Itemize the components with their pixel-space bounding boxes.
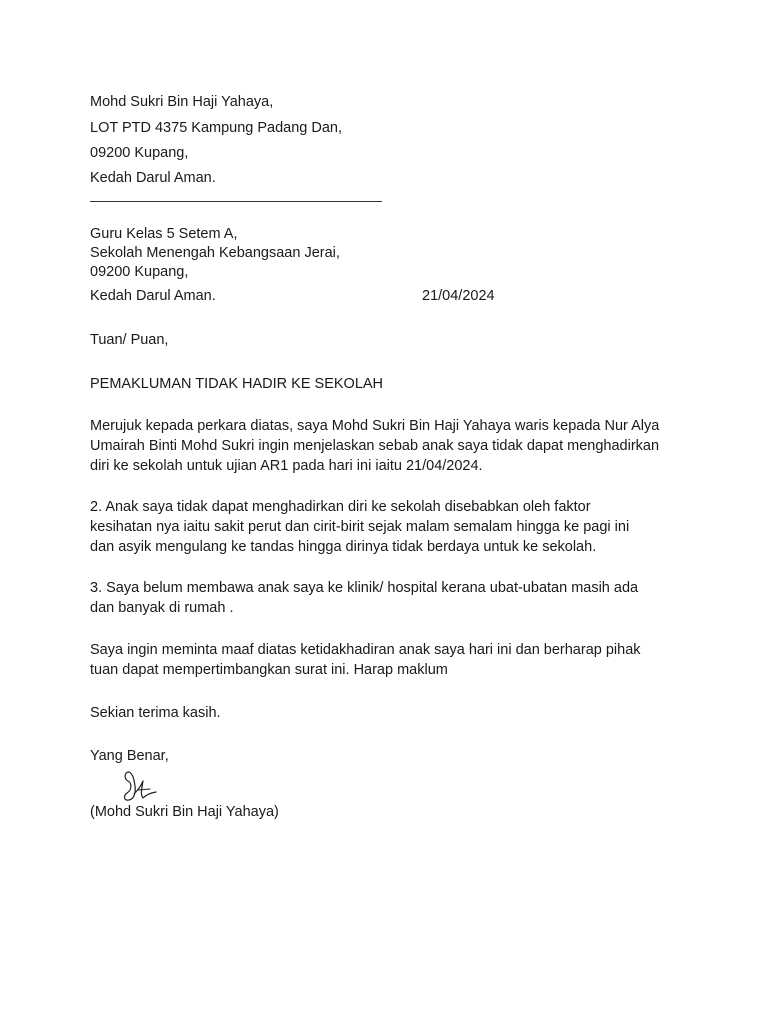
paragraph-line: dan asyik mengulang ke tandas hingga dirinya tidak berdaya untuk ke sekolah. xyxy=(90,539,597,555)
signature-name: (Mohd Sukri Bin Haji Yahaya) xyxy=(90,804,279,820)
sender-divider xyxy=(90,201,382,202)
paragraph-line: Umairah Binti Mohd Sukri ingin menjelaskan sebab anak saya tidak dapat menghadirkan xyxy=(90,438,660,454)
salutation: Tuan/ Puan, xyxy=(90,332,169,348)
body-paragraph-2 xyxy=(90,497,690,557)
body-paragraph-1 xyxy=(90,416,690,476)
recipient-line-2: Sekolah Menengah Kebangsaan Jerai, xyxy=(90,245,340,261)
paragraph-line: kesihatan nya iaitu sakit perut dan cirit-birit sejak malam semalam hingga ke pagi ini xyxy=(90,519,630,535)
sender-address-line-1: LOT PTD 4375 Kampung Padang Dan, xyxy=(90,120,343,136)
body-paragraph-4 xyxy=(90,640,690,680)
subject-heading: PEMAKLUMAN TIDAK HADIR KE SEKOLAH xyxy=(90,376,384,392)
paragraph-line: tuan dapat mempertimbangkan surat ini. Harap maklum xyxy=(90,662,448,678)
paragraph-line: diri ke sekolah untuk ujian AR1 pada hari ini iaitu 21/04/2024. xyxy=(90,458,483,474)
paragraph-line: Merujuk kepada perkara diatas, saya Mohd Sukri Bin Haji Yahaya waris kepada Nur Alya xyxy=(90,418,660,434)
sender-address-line-2: 09200 Kupang, xyxy=(90,145,189,161)
recipient-line-4: Kedah Darul Aman. xyxy=(90,288,216,304)
recipient-line-3: 09200 Kupang, xyxy=(90,264,189,280)
paragraph-line: 2. Anak saya tidak dapat menghadirkan diri ke sekolah disebabkan oleh faktor xyxy=(90,499,591,515)
sign-off: Yang Benar, xyxy=(90,748,169,764)
sender-name: Mohd Sukri Bin Haji Yahaya, xyxy=(90,94,274,110)
paragraph-line: Saya ingin meminta maaf diatas ketidakhadiran anak saya hari ini dan berharap pihak xyxy=(90,642,641,658)
closing-line: Sekian terima kasih. xyxy=(90,705,221,721)
paragraph-line: 3. Saya belum membawa anak saya ke klinik/ hospital kerana ubat-ubatan masih ada xyxy=(90,580,639,596)
body-paragraph-3 xyxy=(90,578,690,618)
handwritten-signature xyxy=(116,766,160,806)
recipient-line-1: Guru Kelas 5 Setem A, xyxy=(90,226,238,242)
paragraph-line: dan banyak di rumah . xyxy=(90,600,234,616)
sender-state: Kedah Darul Aman. xyxy=(90,170,216,186)
letter-date: 21/04/2024 xyxy=(422,288,495,304)
